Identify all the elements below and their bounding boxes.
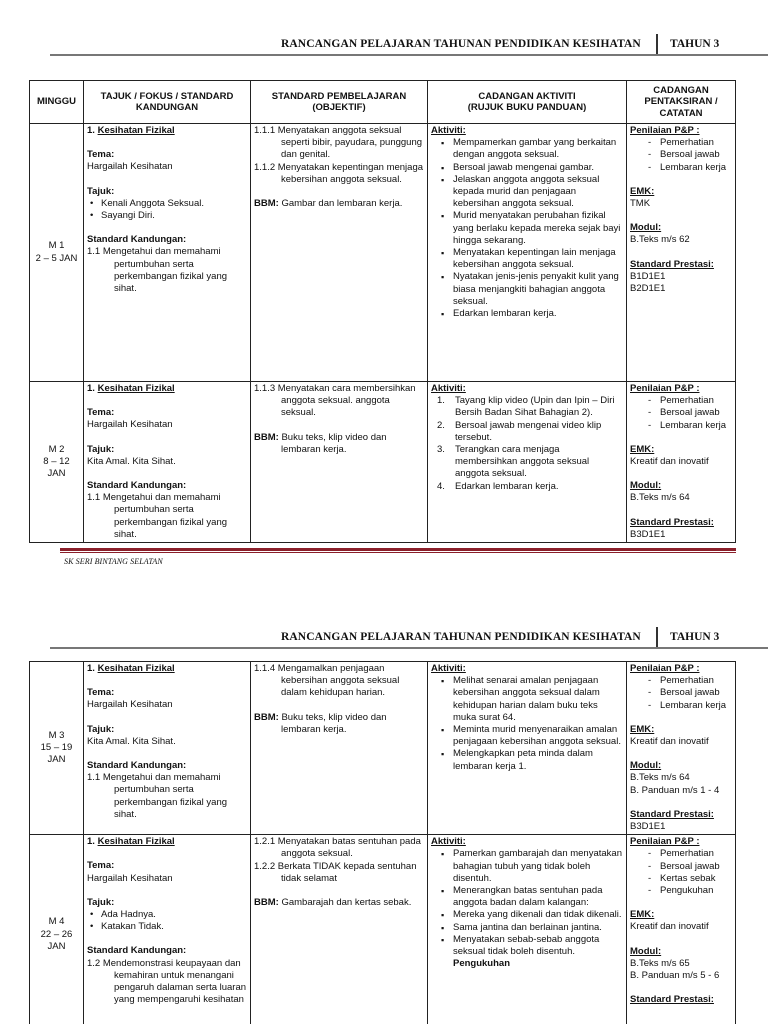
col-header-pentaksiran: CADANGAN PENTAKSIRAN / CATATAN bbox=[627, 81, 736, 124]
prestasi-label: Standard Prestasi: bbox=[630, 258, 714, 270]
tema-label: Tema: bbox=[87, 149, 115, 161]
activity-item bbox=[431, 420, 623, 444]
header-rule bbox=[50, 647, 768, 649]
penilaian-label: Penilaian P&P : bbox=[630, 663, 700, 674]
standard-kandungan-label: Standard Kandungan: bbox=[87, 760, 187, 772]
spacer bbox=[87, 933, 247, 945]
week-label: M 4 bbox=[48, 916, 65, 928]
tajuk-label: Tajuk: bbox=[87, 443, 115, 455]
standard-kandungan-label: Standard Kandungan: bbox=[87, 480, 187, 492]
standard-kandungan-value: 1.1 Mengetahui dan memahami pertumbuhan serta perkembangan fizikal yang sihat. bbox=[87, 772, 228, 820]
prestasi-value: B3D1E1 bbox=[630, 528, 666, 540]
penilaian-item: - Bersoal jawab bbox=[630, 861, 732, 873]
tema-label: Tema: bbox=[87, 687, 115, 699]
week-label: JAN bbox=[47, 940, 66, 952]
spacer bbox=[630, 432, 732, 444]
bbm-label: BBM: bbox=[254, 897, 279, 909]
lesson-plan-table-2 bbox=[29, 661, 736, 1024]
spacer bbox=[630, 174, 732, 186]
penilaian-item: - Pemerhatian bbox=[630, 848, 732, 860]
modul-label: Modul: bbox=[630, 480, 662, 492]
activity-item: ▪ Edarkan lembaran kerja. bbox=[431, 308, 623, 320]
activity-cell bbox=[428, 662, 627, 835]
modul-value: B.Teks m/s 65 bbox=[630, 957, 690, 969]
prestasi-label: Standard Prestasi: bbox=[630, 516, 714, 528]
aktiviti-label: Aktiviti: bbox=[431, 383, 466, 394]
tema-value: Hargailah Kesihatan bbox=[87, 419, 173, 431]
spacer bbox=[87, 432, 247, 444]
standard-kandungan-value: 1.1 Mengetahui dan memahami pertumbuhan serta perkembangan fizikal yang sihat. bbox=[87, 492, 228, 540]
penilaian-item: - Lembaran kerja bbox=[630, 162, 732, 174]
objective-item: 1.1.1 Menyatakan anggota seksual seperti bibir, payudara, punggung dan genital. bbox=[254, 125, 423, 161]
week-label: 8 – 12 bbox=[43, 455, 70, 467]
topic-cell bbox=[84, 382, 251, 543]
penilaian-item: - Pemerhatian bbox=[630, 675, 732, 687]
header-divider bbox=[656, 34, 658, 54]
spacer bbox=[254, 700, 424, 712]
modul-value: B. Panduan m/s 5 - 6 bbox=[630, 970, 720, 982]
col-header-minggu: MINGGU bbox=[30, 81, 84, 124]
focus-name: Kesihatan Fizikal bbox=[97, 663, 175, 674]
tajuk-item: • Katakan Tidak. bbox=[87, 921, 247, 933]
emk-label: EMK: bbox=[630, 443, 655, 455]
spacer bbox=[87, 137, 247, 149]
objective-item: 1.2.2 Berkata TIDAK kepada sentuhan tidak selamat bbox=[254, 860, 417, 884]
activity-item bbox=[431, 481, 623, 493]
modul-label: Modul: bbox=[630, 760, 662, 772]
table-header-row bbox=[30, 81, 736, 124]
bbm-line bbox=[254, 712, 424, 736]
spacer bbox=[630, 934, 732, 946]
spacer bbox=[87, 468, 247, 480]
focus-number: 1. bbox=[87, 125, 95, 136]
activity-cell bbox=[428, 124, 627, 382]
assessment-cell bbox=[627, 382, 736, 543]
page-header-1 bbox=[0, 34, 768, 58]
spacer bbox=[630, 247, 732, 259]
col-header-standard: STANDARD PEMBELAJARAN (OBJEKTIF) bbox=[251, 81, 428, 124]
page-header-2 bbox=[0, 627, 768, 651]
objective-item: 1.1.3 Menyatakan cara membersihkan anggota seksual. anggota seksual. bbox=[254, 383, 416, 419]
bbm-line bbox=[254, 432, 424, 456]
spacer bbox=[87, 395, 247, 407]
spacer bbox=[254, 420, 424, 432]
spacer bbox=[630, 712, 732, 724]
spacer bbox=[87, 712, 247, 724]
week-label: JAN bbox=[47, 468, 66, 480]
aktiviti-label: Aktiviti: bbox=[431, 125, 466, 136]
tajuk-value: Kita Amal. Kita Sihat. bbox=[87, 735, 176, 747]
activity-cell bbox=[428, 382, 627, 543]
aktiviti-label: Aktiviti: bbox=[431, 663, 466, 674]
standard-kandungan-label: Standard Kandungan: bbox=[87, 234, 187, 246]
modul-value: B.Teks m/s 64 bbox=[630, 492, 690, 504]
activity-item: ▪ Nyatakan jenis-jenis penyakit kulit yang biasa menjangkiti bahagian anggota seksual. bbox=[431, 271, 623, 308]
topic-cell bbox=[84, 662, 251, 835]
week-label: 22 – 26 bbox=[40, 928, 73, 940]
objective-item: 1.1.4 Mengamalkan penjagaan kebersihan anggota seksual dalam kehidupan harian. bbox=[254, 663, 400, 699]
activity-item: ▪ Melihat senarai amalan penjagaan kebersihan anggota seksual dalam kehidupan harian dalam buku teks muka surat 64. bbox=[431, 675, 623, 724]
prestasi-label: Standard Prestasi: bbox=[630, 994, 714, 1006]
activity-text: Terangkan cara menjaga membersihkan anggota seksual anggota seksual. bbox=[455, 444, 590, 480]
penilaian-item: - Bersoal jawab bbox=[630, 407, 732, 419]
activity-item: ▪ Sama jantina dan berlainan jantina. bbox=[431, 922, 623, 934]
bbm-value: Gambarajah dan kertas sebak. bbox=[281, 897, 412, 909]
week-cell bbox=[30, 835, 84, 1024]
modul-value: B. Panduan m/s 1 - 4 bbox=[630, 784, 720, 796]
focus-title bbox=[87, 663, 247, 675]
footer-rule bbox=[60, 548, 736, 551]
bbm-label: BBM: bbox=[254, 431, 279, 443]
tajuk-label: Tajuk: bbox=[87, 185, 115, 197]
spacer bbox=[87, 848, 247, 860]
spacer bbox=[87, 174, 247, 186]
spacer bbox=[630, 897, 732, 909]
col-header-tajuk: TAJUK / FOKUS / STANDARD KANDUNGAN bbox=[84, 81, 251, 124]
assessment-cell bbox=[627, 835, 736, 1024]
topic-cell bbox=[84, 835, 251, 1024]
tema-value: Hargailah Kesihatan bbox=[87, 161, 173, 173]
penilaian-item: - Bersoal jawab bbox=[630, 149, 732, 161]
week-cell bbox=[30, 662, 84, 835]
activity-text: Edarkan lembaran kerja. bbox=[455, 480, 559, 492]
tajuk-item: • Sayangi Diri. bbox=[87, 210, 247, 222]
emk-value: Kreatif dan inovatif bbox=[630, 456, 709, 468]
activity-text: Tayang klip video (Upin dan Ipin – Diri Bersih Badan Sihat Bahagian 2). bbox=[455, 395, 615, 419]
assessment-cell bbox=[627, 662, 736, 835]
prestasi-value: B3D1E1 bbox=[630, 821, 666, 833]
week-label: 2 – 5 JAN bbox=[35, 252, 78, 264]
standard-kandungan-value: 1.1 Mengetahui dan memahami pertumbuhan serta perkembangan fizikal yang sihat. bbox=[87, 246, 228, 295]
footer-rule-thin bbox=[60, 552, 736, 553]
bbm-value: Buku teks, klip video dan lembaran kerja. bbox=[281, 711, 387, 735]
spacer bbox=[87, 885, 247, 897]
spacer bbox=[87, 748, 247, 760]
document-title: RANCANGAN PELAJARAN TAHUNAN PENDIDIKAN KESIHATAN bbox=[281, 631, 641, 643]
spacer bbox=[254, 186, 424, 198]
pengukuhan-label: Pengukuhan bbox=[453, 958, 511, 970]
bbm-label: BBM: bbox=[254, 711, 279, 723]
modul-value: B.Teks m/s 62 bbox=[630, 234, 690, 246]
objective-cell bbox=[251, 835, 428, 1024]
activity-item: ▪ Mereka yang dikenali dan tidak dikenali. bbox=[431, 909, 623, 921]
tajuk-label: Tajuk: bbox=[87, 896, 115, 908]
objective-cell bbox=[251, 382, 428, 543]
activity-item: ▪ Bersoal jawab mengenai gambar. bbox=[431, 162, 623, 174]
penilaian-item: - Kertas sebak bbox=[630, 873, 732, 885]
emk-label: EMK: bbox=[630, 723, 655, 735]
objective-cell bbox=[251, 124, 428, 382]
tajuk-label: Tajuk: bbox=[87, 723, 115, 735]
document-year: TAHUN 3 bbox=[670, 631, 720, 643]
penilaian-item: - Lembaran kerja bbox=[630, 700, 732, 712]
spacer bbox=[630, 210, 732, 222]
focus-name: Kesihatan Fizikal bbox=[97, 125, 175, 136]
bbm-value: Buku teks, klip video dan lembaran kerja. bbox=[281, 431, 387, 455]
header-divider bbox=[656, 627, 658, 647]
bbm-label: BBM: bbox=[254, 198, 279, 210]
topic-cell bbox=[84, 124, 251, 382]
modul-label: Modul: bbox=[630, 222, 662, 234]
focus-number: 1. bbox=[87, 663, 95, 674]
objective-item: 1.2.1 Menyatakan batas sentuhan pada anggota seksual. bbox=[254, 836, 421, 860]
focus-number: 1. bbox=[87, 383, 95, 394]
emk-label: EMK: bbox=[630, 185, 655, 197]
objective-cell bbox=[251, 662, 428, 835]
penilaian-item: - Pemerhatian bbox=[630, 395, 732, 407]
spacer bbox=[630, 797, 732, 809]
activity-cell bbox=[428, 835, 627, 1024]
standard-kandungan-label: Standard Kandungan: bbox=[87, 945, 187, 957]
col-header-aktiviti: CADANGAN AKTIVITI (RUJUK BUKU PANDUAN) bbox=[428, 81, 627, 124]
school-name-footer: SK SERI BINTANG SELATAN bbox=[64, 557, 163, 566]
week-label: JAN bbox=[47, 754, 66, 766]
activity-number: 1. bbox=[437, 395, 445, 407]
penilaian-item: - Lembaran kerja bbox=[630, 420, 732, 432]
tema-label: Tema: bbox=[87, 407, 115, 419]
week-label: M 3 bbox=[48, 729, 65, 741]
penilaian-label: Penilaian P&P : bbox=[630, 383, 700, 394]
prestasi-label: Standard Prestasi: bbox=[630, 808, 714, 820]
emk-value: TMK bbox=[630, 198, 651, 210]
week-row bbox=[30, 835, 736, 1024]
week-cell bbox=[30, 124, 84, 382]
week-label: M 2 bbox=[48, 443, 65, 455]
spacer bbox=[87, 675, 247, 687]
week-cell bbox=[30, 382, 84, 543]
lesson-plan-table-1 bbox=[29, 80, 736, 543]
spacer bbox=[630, 748, 732, 760]
modul-value: B.Teks m/s 64 bbox=[630, 772, 690, 784]
spacer bbox=[254, 885, 424, 897]
bbm-line bbox=[254, 897, 424, 909]
tema-value: Hargailah Kesihatan bbox=[87, 872, 173, 884]
focus-title bbox=[87, 383, 247, 395]
week-label: 15 – 19 bbox=[40, 742, 73, 754]
activity-item bbox=[431, 395, 623, 419]
activity-number: 2. bbox=[437, 419, 445, 431]
penilaian-item: - Pemerhatian bbox=[630, 137, 732, 149]
spacer bbox=[630, 982, 732, 994]
penilaian-item: - Pengukuhan bbox=[630, 885, 732, 897]
tema-label: Tema: bbox=[87, 860, 115, 872]
week-label: M 1 bbox=[48, 240, 65, 252]
standard-kandungan-value: 1.2 Mendemonstrasi keupayaan dan kemahiran untuk menangani pengaruh dalaman serta luaran yang mempengaruhi kesihatan bbox=[87, 957, 247, 1006]
spacer bbox=[630, 505, 732, 517]
bbm-value: Gambar dan lembaran kerja. bbox=[281, 198, 403, 210]
spacer bbox=[87, 222, 247, 234]
activity-item: ▪ Menerangkan batas sentuhan pada anggota badan dalam kalangan: bbox=[431, 885, 623, 909]
document-title: RANCANGAN PELAJARAN TAHUNAN PENDIDIKAN KESIHATAN bbox=[281, 38, 641, 50]
header-rule bbox=[50, 54, 768, 56]
modul-label: Modul: bbox=[630, 945, 662, 957]
week-row bbox=[30, 124, 736, 382]
emk-label: EMK: bbox=[630, 909, 655, 921]
tajuk-item: • Ada Hadnya. bbox=[87, 909, 247, 921]
spacer bbox=[630, 468, 732, 480]
activity-number: 4. bbox=[437, 480, 445, 492]
penilaian-label: Penilaian P&P : bbox=[630, 125, 700, 136]
week-row bbox=[30, 382, 736, 543]
bbm-line bbox=[254, 198, 424, 210]
activity-item: ▪ Meminta murid menyenaraikan amalan penjagaan kebersihan anggota seksual. bbox=[431, 724, 623, 748]
document-year: TAHUN 3 bbox=[670, 38, 720, 50]
activity-item: ▪ Murid menyatakan perubahan fizikal yang berlaku kepada mereka sejak bayi hingga sekarang. bbox=[431, 210, 623, 247]
activity-item: ▪ Menyatakan sebab-sebab anggota seksual tidak boleh disentuh. bbox=[431, 934, 623, 958]
activity-number: 3. bbox=[437, 444, 445, 456]
emk-value: Kreatif dan inovatif bbox=[630, 736, 709, 748]
focus-title bbox=[87, 836, 247, 848]
activity-item: ▪ Pamerkan gambarajah dan menyatakan bahagian tubuh yang tidak boleh disentuh. bbox=[431, 848, 623, 885]
tema-value: Hargailah Kesihatan bbox=[87, 699, 173, 711]
focus-name: Kesihatan Fizikal bbox=[97, 836, 175, 848]
emk-value: Kreatif dan inovatif bbox=[630, 921, 709, 933]
penilaian-label: Penilaian P&P : bbox=[630, 836, 700, 848]
focus-title bbox=[87, 125, 247, 137]
tajuk-value: Kita Amal. Kita Sihat. bbox=[87, 455, 176, 467]
assessment-cell bbox=[627, 124, 736, 382]
week-row bbox=[30, 662, 736, 835]
tajuk-item: • Kenali Anggota Seksual. bbox=[87, 198, 247, 210]
objective-item: 1.1.2 Menyatakan kepentingan menjaga kebersihan anggota seksual. bbox=[254, 161, 424, 185]
focus-name: Kesihatan Fizikal bbox=[97, 383, 175, 394]
activity-item: ▪ Melengkapkan peta minda dalam lembaran kerja 1. bbox=[431, 748, 623, 772]
aktiviti-label: Aktiviti: bbox=[431, 836, 466, 848]
prestasi-value: B2D1E1 bbox=[630, 283, 666, 295]
focus-number: 1. bbox=[87, 836, 95, 848]
penilaian-item: - Bersoal jawab bbox=[630, 687, 732, 699]
activity-item: ▪ Mempamerkan gambar yang berkaitan dengan anggota seksual. bbox=[431, 137, 623, 161]
activity-item: ▪ Menyatakan kepentingan lain menjaga kebersihan anggota seksual. bbox=[431, 247, 623, 271]
activity-item: ▪ Jelaskan anggota anggota seksual kepada murid dan penjagaan kebersihan anggota seksual. bbox=[431, 174, 623, 211]
prestasi-value: B1D1E1 bbox=[630, 270, 666, 282]
activity-item bbox=[431, 444, 623, 481]
activity-text: Bersoal jawab mengenai video klip tersebut. bbox=[455, 419, 602, 443]
